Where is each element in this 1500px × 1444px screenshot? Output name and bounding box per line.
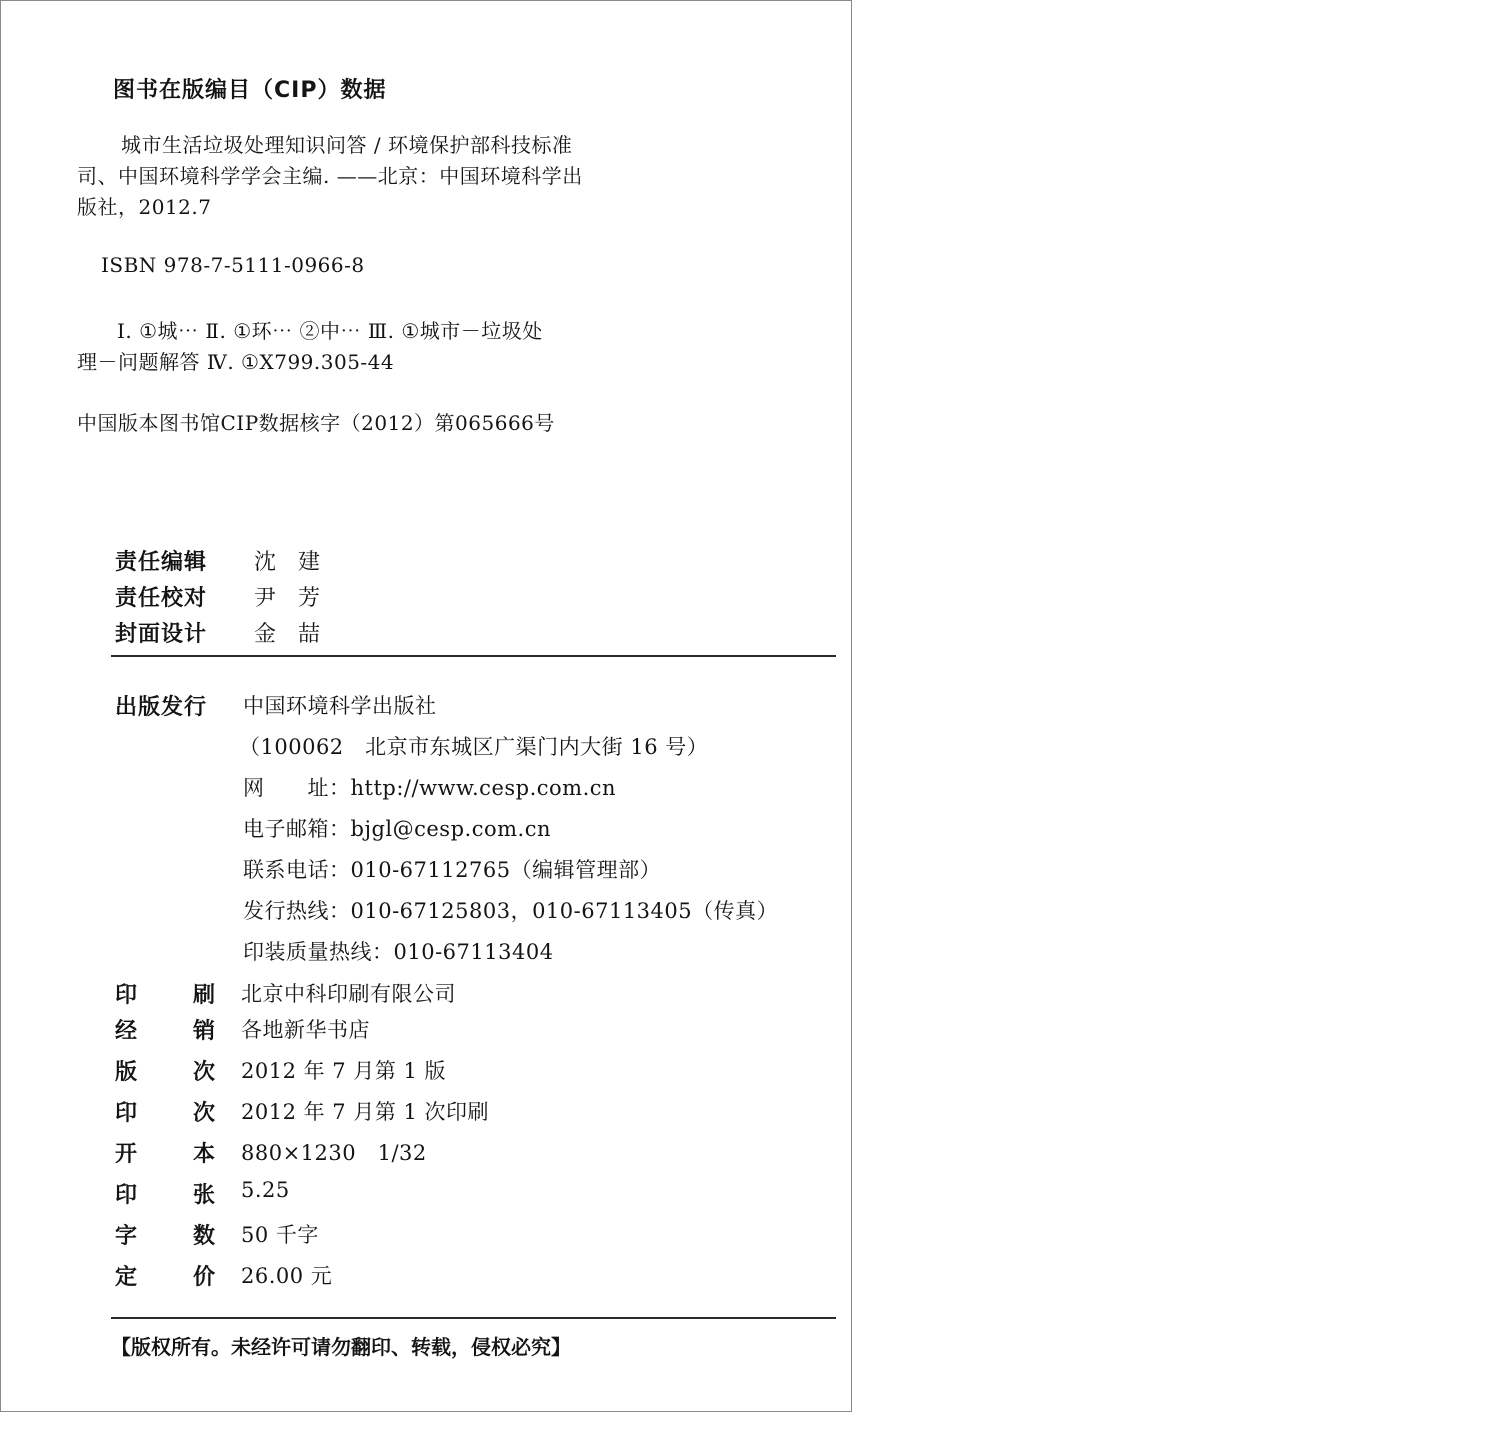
publisher-hotline: 发行热线：010-67125803，010-67113405（传真）: [243, 899, 779, 923]
spec-label-word-count: 字 数: [115, 1224, 215, 1249]
spec-value-distributor: 各地新华书店: [241, 1018, 370, 1042]
isbn: ISBN 978-7-5111-0966-8: [101, 253, 365, 277]
spec-label-edition: 版 次: [115, 1060, 215, 1085]
divider-top: [111, 655, 836, 657]
publisher-website: 网 址：http://www.cesp.com.cn: [243, 776, 617, 800]
publisher-email: 电子邮箱：bjgl@cesp.com.cn: [243, 817, 551, 841]
staff-value-proofreader: 尹 芳: [254, 586, 321, 611]
spec-label-sheets: 印 张: [115, 1183, 215, 1208]
copyright-notice: 【版权所有。未经许可请勿翻印、转载，侵权必究】: [111, 1335, 571, 1359]
spec-value-sheets: 5.25: [241, 1178, 290, 1202]
staff-label-proofreader: 责任校对: [115, 586, 208, 611]
spec-value-price: 26.00 元: [241, 1264, 333, 1288]
staff-label-editor: 责任编辑: [115, 550, 208, 575]
cip-description-line-1: 城市生活垃圾处理知识问答 / 环境保护部科技标准: [121, 133, 573, 157]
staff-value-editor: 沈 建: [254, 550, 321, 575]
spec-value-edition: 2012 年 7 月第 1 版: [241, 1059, 447, 1083]
publisher-address: （100062 北京市东城区广渠门内大街 16 号）: [239, 735, 709, 759]
spec-label-printer: 印 刷: [115, 983, 215, 1008]
classification-line-1: Ⅰ. ①城⋯ Ⅱ. ①环⋯ ②中⋯ Ⅲ. ①城市－垃圾处: [117, 319, 543, 343]
spec-label-distributor: 经 销: [115, 1019, 215, 1044]
staff-label-cover-design: 封面设计: [115, 622, 208, 647]
publisher-label: 出版发行: [115, 695, 208, 720]
spec-value-word-count: 50 千字: [241, 1223, 319, 1247]
spec-value-printer: 北京中科印刷有限公司: [241, 982, 456, 1006]
spec-label-printing: 印 次: [115, 1101, 215, 1126]
library-cip-number: 中国版本图书馆CIP数据核字（2012）第065666号: [77, 411, 555, 435]
cip-description-line-2: 司、中国环境科学学会主编. ——北京：中国环境科学出: [77, 164, 583, 188]
spec-value-printing: 2012 年 7 月第 1 次印刷: [241, 1100, 490, 1124]
divider-bottom: [111, 1317, 836, 1319]
publisher-quality-hotline: 印装质量热线：010-67113404: [243, 940, 554, 964]
staff-value-cover-design: 金 喆: [254, 622, 321, 647]
cip-title: 图书在版编目（CIP）数据: [113, 78, 387, 103]
spec-label-format: 开 本: [115, 1142, 215, 1167]
publisher-name: 中国环境科学出版社: [243, 694, 437, 718]
publisher-phone: 联系电话：010-67112765（编辑管理部）: [243, 858, 662, 882]
spec-label-price: 定 价: [115, 1265, 215, 1290]
classification-line-2: 理－问题解答 Ⅳ. ①X799.305-44: [77, 350, 395, 374]
cip-description-line-3: 版社，2012.7: [77, 195, 212, 219]
spec-value-format: 880×1230 1/32: [241, 1141, 427, 1165]
